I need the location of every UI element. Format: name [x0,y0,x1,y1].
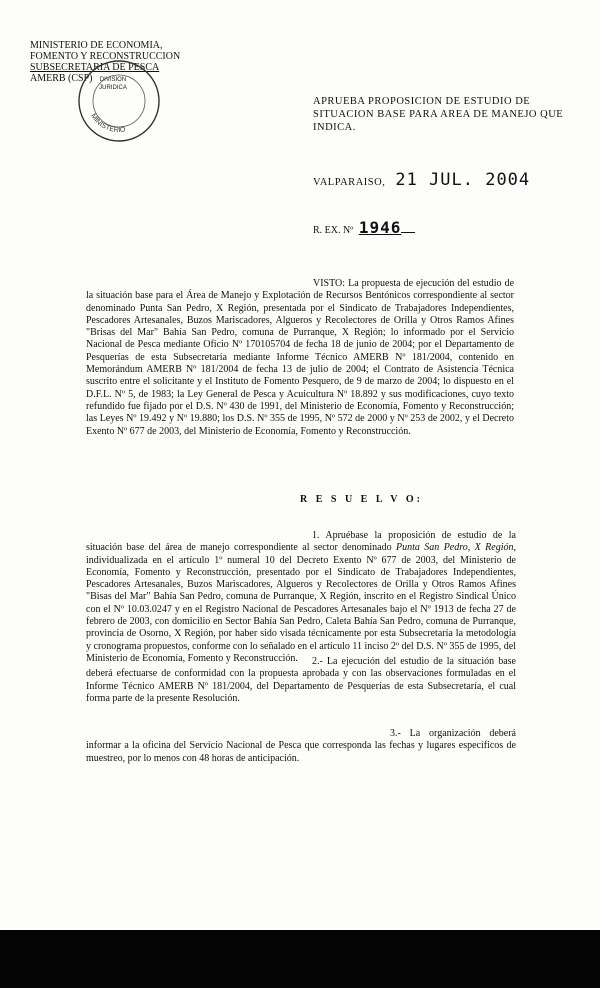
svg-text:MINISTERIO [89,113,126,134]
seal-line-2: JURIDICA [99,85,127,91]
resuelvo-heading: R E S U E L V O: [300,494,423,505]
resolution-label: R. EX. Nº [313,225,354,236]
letterhead-ministry-2: FOMENTO Y RECONSTRUCCION [30,51,181,62]
seal-line-1: DIVISION [99,77,127,83]
letterhead-unit: AMERB (CSP) [30,73,93,84]
place-date [313,170,573,190]
article-3 [86,728,516,765]
article-2-text: 2.- La ejecución del estudio de la situación base deberá efectuarse de conformidad con la propuesta aprobada y con las observaciones formuladas en el Informe Técnico AMERB Nº 181/2004, del Departamento de Pesquerías de esta Subsecretaría, el cual forma parte de la presente Resolución. [86,656,516,704]
letterhead-ministry: MINISTERIO DE ECONOMIA, [30,40,163,51]
resolution-number-value: 1946 [358,218,402,237]
article-1-place: Punta San Pedro, X Región [396,542,514,554]
seal-ring-text: MINISTERIO [89,112,126,135]
visto-label: VISTO: [313,278,346,289]
article-3-text: 3.- La organización deberá informar a la oficina del Servicio Nacional de Pesca que corresponda las fechas y lugares específicos de muestreo, por lo menos con 48 horas de anticipación. [86,728,516,764]
document-subject: APRUEBA PROPOSICION DE ESTUDIO DE SITUACION BASE PARA AREA DE MANEJO QUE INDICA. [313,96,564,133]
article-1-text-b: , individualizada en el artículo 1º numeral 10 del Decreto Exento Nº 677 de 2003, del Ministerio de Economía, Fomento y Reconstrucción, presentado por el Sindicato de Trabajadores Independientes, Pescadores Artesanales, Buzos Mariscadores, Algueros y Recolectores de Orilla y Otros Ramos Afines "Bisas del Mar" Bahía San Pedro, comuna de Purranque, X Región, inscrito en el Registro Sindical Único con el Nº 10.03.0247 y en el Registro Nacional de Pescadores Artesanales bajo el Nº 1913 de fecha 27 de febrero de 2003, con domicilio en Sector Bahía San Pedro, Caleta Bahía San Pedro, comuna de Purranque, provincia de Osorno, X Región, por haber sido visada técnicamente por esta Subsecretaría la metodología y cronograma propuestos, conforme con lo señalado en el artículo 11 inciso 2º del D.S. Nº 355 de 1995, del Ministerio de Economía, Fomento y Reconstrucción. [86,542,517,664]
seal-text [90,76,136,92]
article-1-text-a: 1. Apruébase la proposición de estudio de la situación base del área de manejo correspondiente al sector denominado [86,530,516,554]
letterhead-subsecretaria: SUBSECRETARIA DE PESCA [30,62,160,73]
article-1 [86,530,516,665]
date-stamp: 21 JUL. 2004 [395,170,531,190]
resolution-number [313,218,415,237]
official-seal-icon [76,58,162,144]
visto-text: La propuesta de ejecución del estudio de la situación base para el Área de Manejo y Explotación de Recursos Bentónicos correspondiente al sector denominado Punta San Pedro, X Región, presentada por el Sindicato de Trabajadores Independientes, Pescadores Artesanales, Buzos Mariscadores, Algueros y Recolectores de Orilla y Otros Ramos Afines "Brisas del Mar" Bahía San Pedro, comuna de Purranque, X Región; lo informado por el Servicio Nacional de Pesca mediante Oficio Nº 170105704 de fecha 18 de junio de 2004; por el Departamento de Pesquerías de esta Subsecretaría mediante Informe Técnico AMERB Nº 181/2004, contenido en Memorándum AMERB Nº 181/2004 de fecha 13 de julio de 2004; el Contrato de Asistencia Técnica suscrito entre el solicitante y el Instituto de Fomento Pesquero, de 9 de marzo de 2004; lo dispuesto en el D.F.L. Nº 5, de 1983; la Ley General de Pesca y Acuicultura Nº 18.892 y sus modificaciones, cuyo texto refundido fue fijado por el D.S. Nº 430 de 1991, del Ministerio de Economía, Fomento y Reconstrucción; las Leyes Nº 19.492 y Nº 19.880; los D.S. Nº 355 de 1995, Nº 572 de 2000 y Nº 253 de 2002, y el Decreto Exento Nº 677 de 2003, del Ministerio de Economía, Fomento y Reconstrucción. [86,278,515,437]
scan-border [0,930,600,988]
visto-paragraph [86,278,514,438]
place: VALPARAISO, [313,177,386,188]
article-2 [86,656,516,705]
